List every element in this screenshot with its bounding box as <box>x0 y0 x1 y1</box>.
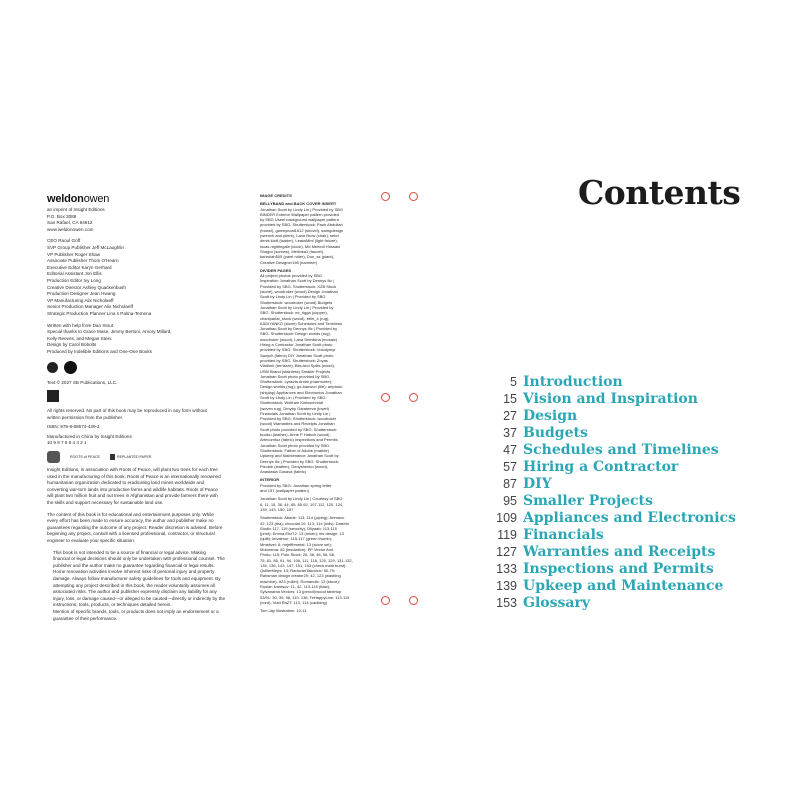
replanted-paper-text: REPLANTED PAPER <box>116 454 152 459</box>
shutterstock-credits <box>260 515 364 605</box>
text-line: Creative Designer198 (hammer) <box>260 259 318 265</box>
roots-of-peace-row <box>47 451 247 463</box>
text-line: VP Publisher Roger Shaw <box>47 251 101 257</box>
text-line: 10 9 8 7 6 5 4 3 2 1 <box>47 440 87 446</box>
text-line: provided by SBG. Shutterstock: Zoyas <box>260 357 328 363</box>
roots-of-peace-label: ROOTS of PEACE <box>70 454 100 459</box>
toc-entry[interactable] <box>467 459 736 476</box>
text-line: Associate Publisher Thom O'Hearn <box>47 258 119 264</box>
text-line: Ruslan Ivantsov: 11, 42, 113-115 (ttaw); <box>260 584 331 590</box>
text-line: All project photos provided by SBG. <box>260 273 324 279</box>
text-line: (shiplap) Appliances and Electronics Jonathan <box>260 389 342 395</box>
manufactured-block <box>47 434 247 447</box>
text-line: (stone), woodroker (wood) Design Jonathan <box>260 289 338 295</box>
divider-credits <box>260 273 364 474</box>
text-line: humanitarian organization dedicated to eradicating land mines worldwide and <box>47 480 205 486</box>
disclaimer-block-2 <box>47 550 247 570</box>
copyright-line: Text © 2027 SB Publications, LLC. <box>47 380 118 386</box>
text-line: VP Manufacturing Alix Nicholaeff <box>47 297 114 303</box>
toc-entry[interactable] <box>467 374 736 391</box>
text-line: Design worlds (rug); go-baewon (tile); artphoto <box>260 384 343 390</box>
text-line: (trowel), gwenyncat1612 (shovel), swingdesign <box>260 227 344 233</box>
text-line: Provided by SBG. Shutterstock: woodroker <box>260 416 337 422</box>
text-line: chanipariat_stock (wood), brlin_4 (rug), <box>260 315 330 321</box>
text-line: provided by SBG. Shutterstock: Pauh Abdullah <box>260 222 343 228</box>
text-line: every effort has been made to ensure accuracy, the author and publisher make no <box>47 518 214 524</box>
text-line: publisher and the author make no guarantee regarding financial or legal results. <box>53 562 215 568</box>
text-line: engineer to evaluate your specific situation. <box>47 537 136 543</box>
text-line: 53/91: 30, 39, 98, 119, 136; TeHappyLine: 113-115 <box>260 594 350 600</box>
text-line: used in the manufacturing of this book. Roots of Peace is an internationally renowned <box>47 473 221 479</box>
text-line: converting war-torn lands into productive farms and wildlife habitats. Roots of Peace <box>47 486 218 492</box>
text-line: Scott by Lindy Lin | Provided by SBG. <box>260 394 327 400</box>
colophon <box>47 193 247 622</box>
text-line: Financials Jonathan Scott by Lindy Lin | <box>260 410 331 416</box>
text-line: the skills and support necessary for sustainable land use. <box>47 500 164 505</box>
toc-chapter-title: Upkeep and Maintenance <box>523 578 724 594</box>
interior-credits <box>260 483 364 494</box>
text-line: San Rafael, CA 94912 <box>47 220 93 226</box>
text-line: buciku (leather), Anne P Hatsch (wood), <box>260 432 331 438</box>
divider-heading: DIVIDER PAGES <box>260 267 292 273</box>
toc-chapter-title: Design <box>523 408 578 424</box>
text-line: This book is not intended to be a source of financial or legal advice. Making <box>53 549 206 555</box>
text-line: will plant two million fruit and nut trees in Afghanistan and provide farmers there with <box>47 493 218 499</box>
text-line: USM Brand (stainless) Smaller Projects <box>260 368 331 374</box>
publisher-marks <box>47 361 247 374</box>
toc-chapter-title: Glossary <box>523 595 590 611</box>
text-line: associated risks. The author and publisher expressly disclaim any liability for any <box>53 589 217 595</box>
text-line: Shutterstock: Abadir: 113, 114 (piping); Artmaxu <box>260 515 345 521</box>
text-line: Senior Production Manager Alix Nicholaeff <box>47 304 133 310</box>
toc-page-number: 47 <box>503 443 517 457</box>
text-line: Written with help from Dan Stout <box>47 322 114 328</box>
toc-chapter-title: Inspections and Permits <box>523 561 714 577</box>
text-line: Jonathan Scott by Dennys Ilic | Provided by <box>260 326 338 332</box>
toc-entry[interactable] <box>467 510 736 527</box>
text-line: 6, 11, 15, 36, 44, 65, 85-92, 107-112, 120, 124, <box>260 501 344 507</box>
disclaimer-block-1 <box>47 512 247 545</box>
text-line: The content of this book is for educational and entertainment purposes only. While <box>47 511 214 517</box>
text-line: Upkeep and Maintenance Jonathan Scott by <box>260 453 339 459</box>
text-line: Editorial Assistant Jon Ellis <box>47 271 102 277</box>
text-line: Mention of specific brands, tools, or products does not imply an endorsement or a <box>53 608 219 614</box>
roots-text-block <box>47 467 247 507</box>
toc-page-number: 5 <box>510 375 517 389</box>
text-line: Home renovation activities involve inherent risks of personal injury and property <box>53 569 215 575</box>
text-line: QuillerMeps: 13; RadovanTakmicic: 50-79; <box>260 568 336 574</box>
text-line: beginning any project, consult with a licensed professional, contractor, or structural <box>47 531 215 537</box>
text-line: guarantees regarding the outcome of any project. Reader discretion is advised. Before <box>47 524 223 530</box>
toc-chapter-title: Smaller Projects <box>523 493 653 509</box>
publisher-logo <box>47 193 247 205</box>
toc-entry[interactable] <box>467 578 736 595</box>
text-line: bahrulah505 (paint roller), Don_ss (plant), <box>260 254 335 260</box>
text-line: 139, 143, 150, 157 <box>260 506 294 512</box>
roots-of-peace-icon <box>47 451 60 463</box>
text-line: Jonathan Scott by Lindy Lin | Courtesy of SBG: <box>260 496 344 502</box>
text-line: (wrench and pliers), Lana Brow (chair), sebri <box>260 233 339 239</box>
text-line: and 157 (wallpaper pattern) <box>260 488 309 494</box>
toc-chapter-title: Appliances and Electronics <box>523 510 736 526</box>
help-block <box>47 323 247 356</box>
toc-chapter-title: Warranties and Receipts <box>523 544 716 560</box>
text-line: (wood) Warranties and Receipts Jonathan <box>260 421 335 427</box>
text-line: Shagor (screws), Mellinka1 (faucet), <box>260 248 325 254</box>
replanted-paper-icon <box>110 454 115 460</box>
imprint-block <box>47 207 247 233</box>
toc-entry[interactable] <box>467 391 736 408</box>
scott-brothers-logo-icon <box>47 390 59 402</box>
text-line: CEO Raoul Goff <box>47 238 81 244</box>
insight-logo-icon <box>47 362 58 373</box>
logo-part-owen: owen <box>83 193 110 205</box>
text-line: Jonathan Scott photo provided by SBG. <box>260 442 331 448</box>
text-line: KADIYANKO (stone) Schedules and Timelines <box>260 320 343 326</box>
text-line: an imprint of Insight Editions <box>47 207 105 212</box>
text-line: Shutterstock: Father of Adobe (marble) <box>260 447 329 453</box>
text-line: Jonathan Scott by Lindy Lin | Provided by SBG <box>260 206 344 212</box>
text-line: Vladimir (terrazzo), Bits And Splits (wood), <box>260 363 335 369</box>
text-line: damage. Always follow manufacturer safety guidelines for tools and equipment. By <box>53 575 221 581</box>
text-line: woodroker (wood), Lana Semikina (mosaic) <box>260 336 338 342</box>
toc-chapter-title: Hiring a Contractor <box>523 459 679 475</box>
text-line: Scott photo provided by SBG. Shutterstock: <box>260 426 338 432</box>
interior-heading: INTERIOR <box>260 477 280 483</box>
text-line: Design by Carol Bobolts <box>47 342 97 348</box>
text-line: Mmkitvel: 6; mrjeffbmetal: 13 (stove set); <box>260 541 332 547</box>
toc-page-number: 57 <box>503 460 517 474</box>
disclaimer-block-3 <box>47 569 247 609</box>
text-line: injury, loss, or damage caused—or alleged to be caused—directly or indirectly by the <box>53 595 226 601</box>
text-line: Provided by SBG: Jonathan spring letter <box>260 482 332 488</box>
text-line: Shutterstock: Lyasvia Andrii (marmoree); <box>260 379 333 385</box>
text-line: Studio 117, 119 (security); Dilyaab: 113-115 <box>260 525 337 531</box>
text-line: Photo: 115; Pukr Stock: 26, 36, 46, 56, 66, <box>260 552 336 558</box>
toc-entry[interactable] <box>467 493 736 510</box>
text-line: Production Editor Ivy Long <box>47 277 101 283</box>
isbn-line: ISBN: 978-8-88674-439-2 <box>47 424 100 430</box>
toc-page-number: 133 <box>496 562 517 576</box>
text-line: instructions, tools, products, or techniques detailed herein. <box>53 602 172 608</box>
text-line: Anastasia Gusava (fabric) <box>260 469 307 475</box>
text-line: Artecomfuz (fabric) Inspections and Permits <box>260 437 338 443</box>
text-line: Rahsman design creator29: 42, 123 (washing <box>260 573 341 579</box>
staff-block <box>47 238 247 317</box>
text-line: SBG. Shutterstock: mr_tigga (copper), <box>260 310 328 316</box>
text-line: Executive Editor Karyn Gerhard <box>47 264 112 270</box>
text-line: (quilt); krivalmor: 115-117 (green thumb); <box>260 536 333 542</box>
rights-block <box>47 408 247 421</box>
toc-entry[interactable] <box>467 595 736 612</box>
text-line: Inspiration Jonathan Scott by Dennys Ilic | <box>260 278 335 284</box>
toc-page-number: 87 <box>503 477 517 491</box>
text-line: Jonathan Scott by Lindy Lin | Provided by <box>260 304 334 310</box>
text-line: by SBG Useel background wallpaper pattern <box>260 217 339 223</box>
bellyband-heading: BELLYBAND and BACK COVER INSERT <box>260 201 337 207</box>
toc-page-number: 139 <box>496 579 517 593</box>
text-line: Kelly Reeves, and Megan Stein. <box>47 335 113 341</box>
text-line: Dennys Ilic | Provided by SBG. Shutterstock: <box>260 458 340 464</box>
binding-hole <box>381 192 390 201</box>
toc-chapter-title: Introduction <box>523 374 623 390</box>
toc-chapter-title: Schedules and Timelines <box>523 442 719 458</box>
text-line: Scott by Lindy Lin | Provided by SBG. <box>260 294 327 300</box>
toc-page-number: 15 <box>503 392 517 406</box>
toc-entry[interactable] <box>467 561 736 578</box>
text-line: written permission from the publisher. <box>47 414 124 420</box>
toc-page-number: 119 <box>497 528 517 542</box>
text-line: Manufactured in China by Insight Editions <box>47 433 132 439</box>
text-line: machine); tr23 (roller); Romandie: 13 (stove); <box>260 578 340 584</box>
text-line: All rights reserved. No part of this book may be reproduced in any form without <box>47 408 207 414</box>
text-line: 75, 81, 85, 91, 94, 106, 111, 116, 125, 129, 131-132, <box>260 557 353 563</box>
toc-entry[interactable] <box>467 442 736 459</box>
text-line: 135, 136, 143, 147, 151, 153 (check mark burst); <box>260 562 347 568</box>
text-line: Production Designer Jean Hwang <box>47 291 116 297</box>
replanted-paper-label <box>110 454 151 461</box>
bellyband-credits <box>260 207 364 265</box>
text-line: (cord); Vlad RaZT: 113, 114 (caulking) <box>260 599 327 605</box>
text-line: 42, 123 (tea); chocolat 10: 113, 114 (kids); Daishin <box>260 520 350 526</box>
text-line: P.O. Box 3088 <box>47 213 77 219</box>
disclaimer-block-4 <box>47 609 247 622</box>
toc-page-number: 37 <box>503 426 517 440</box>
text-line: financial or legal decisions should only be undertaken with professional counsel. The <box>53 556 225 562</box>
toc-page-number: 27 <box>503 409 517 423</box>
toc-chapter-title: Budgets <box>523 425 588 441</box>
text-line: SBG. Shutterstock: Design worlds (rug), <box>260 331 331 337</box>
text-line: Provided by SBG. Shutterstock: XZB Stock <box>260 283 337 289</box>
text-line: guarantee of their performance. <box>53 615 118 621</box>
text-line: denis kizili (ladder), LeaksMint (light fixture), <box>260 238 338 244</box>
toc-page-number: 153 <box>496 596 517 610</box>
jonathan-credits <box>260 496 364 512</box>
text-line: Motorama: 82 (insulation); PP Vector And <box>260 547 334 552</box>
text-line: Strategic Production Planner Lina s Palma-Temena <box>47 310 152 316</box>
contents-title: Contents <box>578 173 741 212</box>
text-line: Jonathan Scott photo provided by SBG. <box>260 373 331 379</box>
toc-chapter-title: Financials <box>523 527 604 543</box>
toc-entry[interactable] <box>467 425 736 442</box>
toc-entry[interactable] <box>467 476 736 493</box>
text-line: Special thanks to Grace Mase, Jimmy Bertoni, Amory Millard, <box>47 329 172 335</box>
image-credits <box>260 193 364 614</box>
text-line: BINDER Exterior Wallpaper pattern provided <box>260 211 339 217</box>
text-line: (print); Emma Ehz72: 13 (mixer); els design: 13 <box>260 531 344 537</box>
text-line: Creative Director Ashley Quackenbush <box>47 284 126 290</box>
one-one-books-logo-icon <box>64 361 77 374</box>
toc-page-number: 95 <box>503 494 517 508</box>
toc-page-number: 127 <box>496 545 517 559</box>
text-line: lucas nightingale (clock), Md Mehedi Hossain <box>260 243 341 249</box>
text-line: Pizoble (leather), Denyshenko (wood), <box>260 463 329 469</box>
toc-entry[interactable] <box>467 408 736 425</box>
text-line: Sylvananta Vectors: 13 (pencil)/wood tabletop <box>260 589 342 595</box>
text-line: Shutterstock: woodroker (wood) Budgets <box>260 299 333 305</box>
text-line: Shutterstock: Wolfram Kleinschmidt <box>260 400 324 406</box>
text-line: Hiring a Contractor Jonathan Scott photo <box>260 342 333 348</box>
text-line: attempting any project described in this book, the reader voluntarily assumes all <box>53 582 215 588</box>
text-line: Produced by Indelible Editions and One-One Books <box>47 348 152 354</box>
credits-heading: IMAGE CREDITS <box>260 193 292 198</box>
binding-hole <box>381 393 390 402</box>
toc-page-number: 109 <box>496 511 517 525</box>
text-line: Insight Editions, in association with Roots of Peace, will plant two trees for each tree <box>47 467 218 473</box>
text-line: www.weldonowen.com <box>47 226 94 232</box>
table-of-contents <box>467 374 736 612</box>
text-line: (woven rug), Dmytry Garafeeva (towel) <box>260 405 329 411</box>
text-line: SVP Group Publisher Jeff McLaughlin <box>47 244 124 250</box>
toc-entry[interactable] <box>467 527 736 544</box>
tom-jay-credit: Tom Jay Illustration: 10-11 <box>260 608 307 614</box>
right-page <box>400 0 800 800</box>
logo-part-weldon: weldon <box>47 193 84 205</box>
toc-entry[interactable] <box>467 544 736 561</box>
text-line: provided by SBG. Shutterstock: Volodymyr <box>260 347 336 353</box>
toc-chapter-title: DIY <box>523 476 552 492</box>
binding-hole <box>381 596 390 605</box>
toc-chapter-title: Vision and Inspiration <box>523 391 698 407</box>
text-line: Sanych (fabric) DIY Jonathan Scott photo <box>260 352 334 358</box>
